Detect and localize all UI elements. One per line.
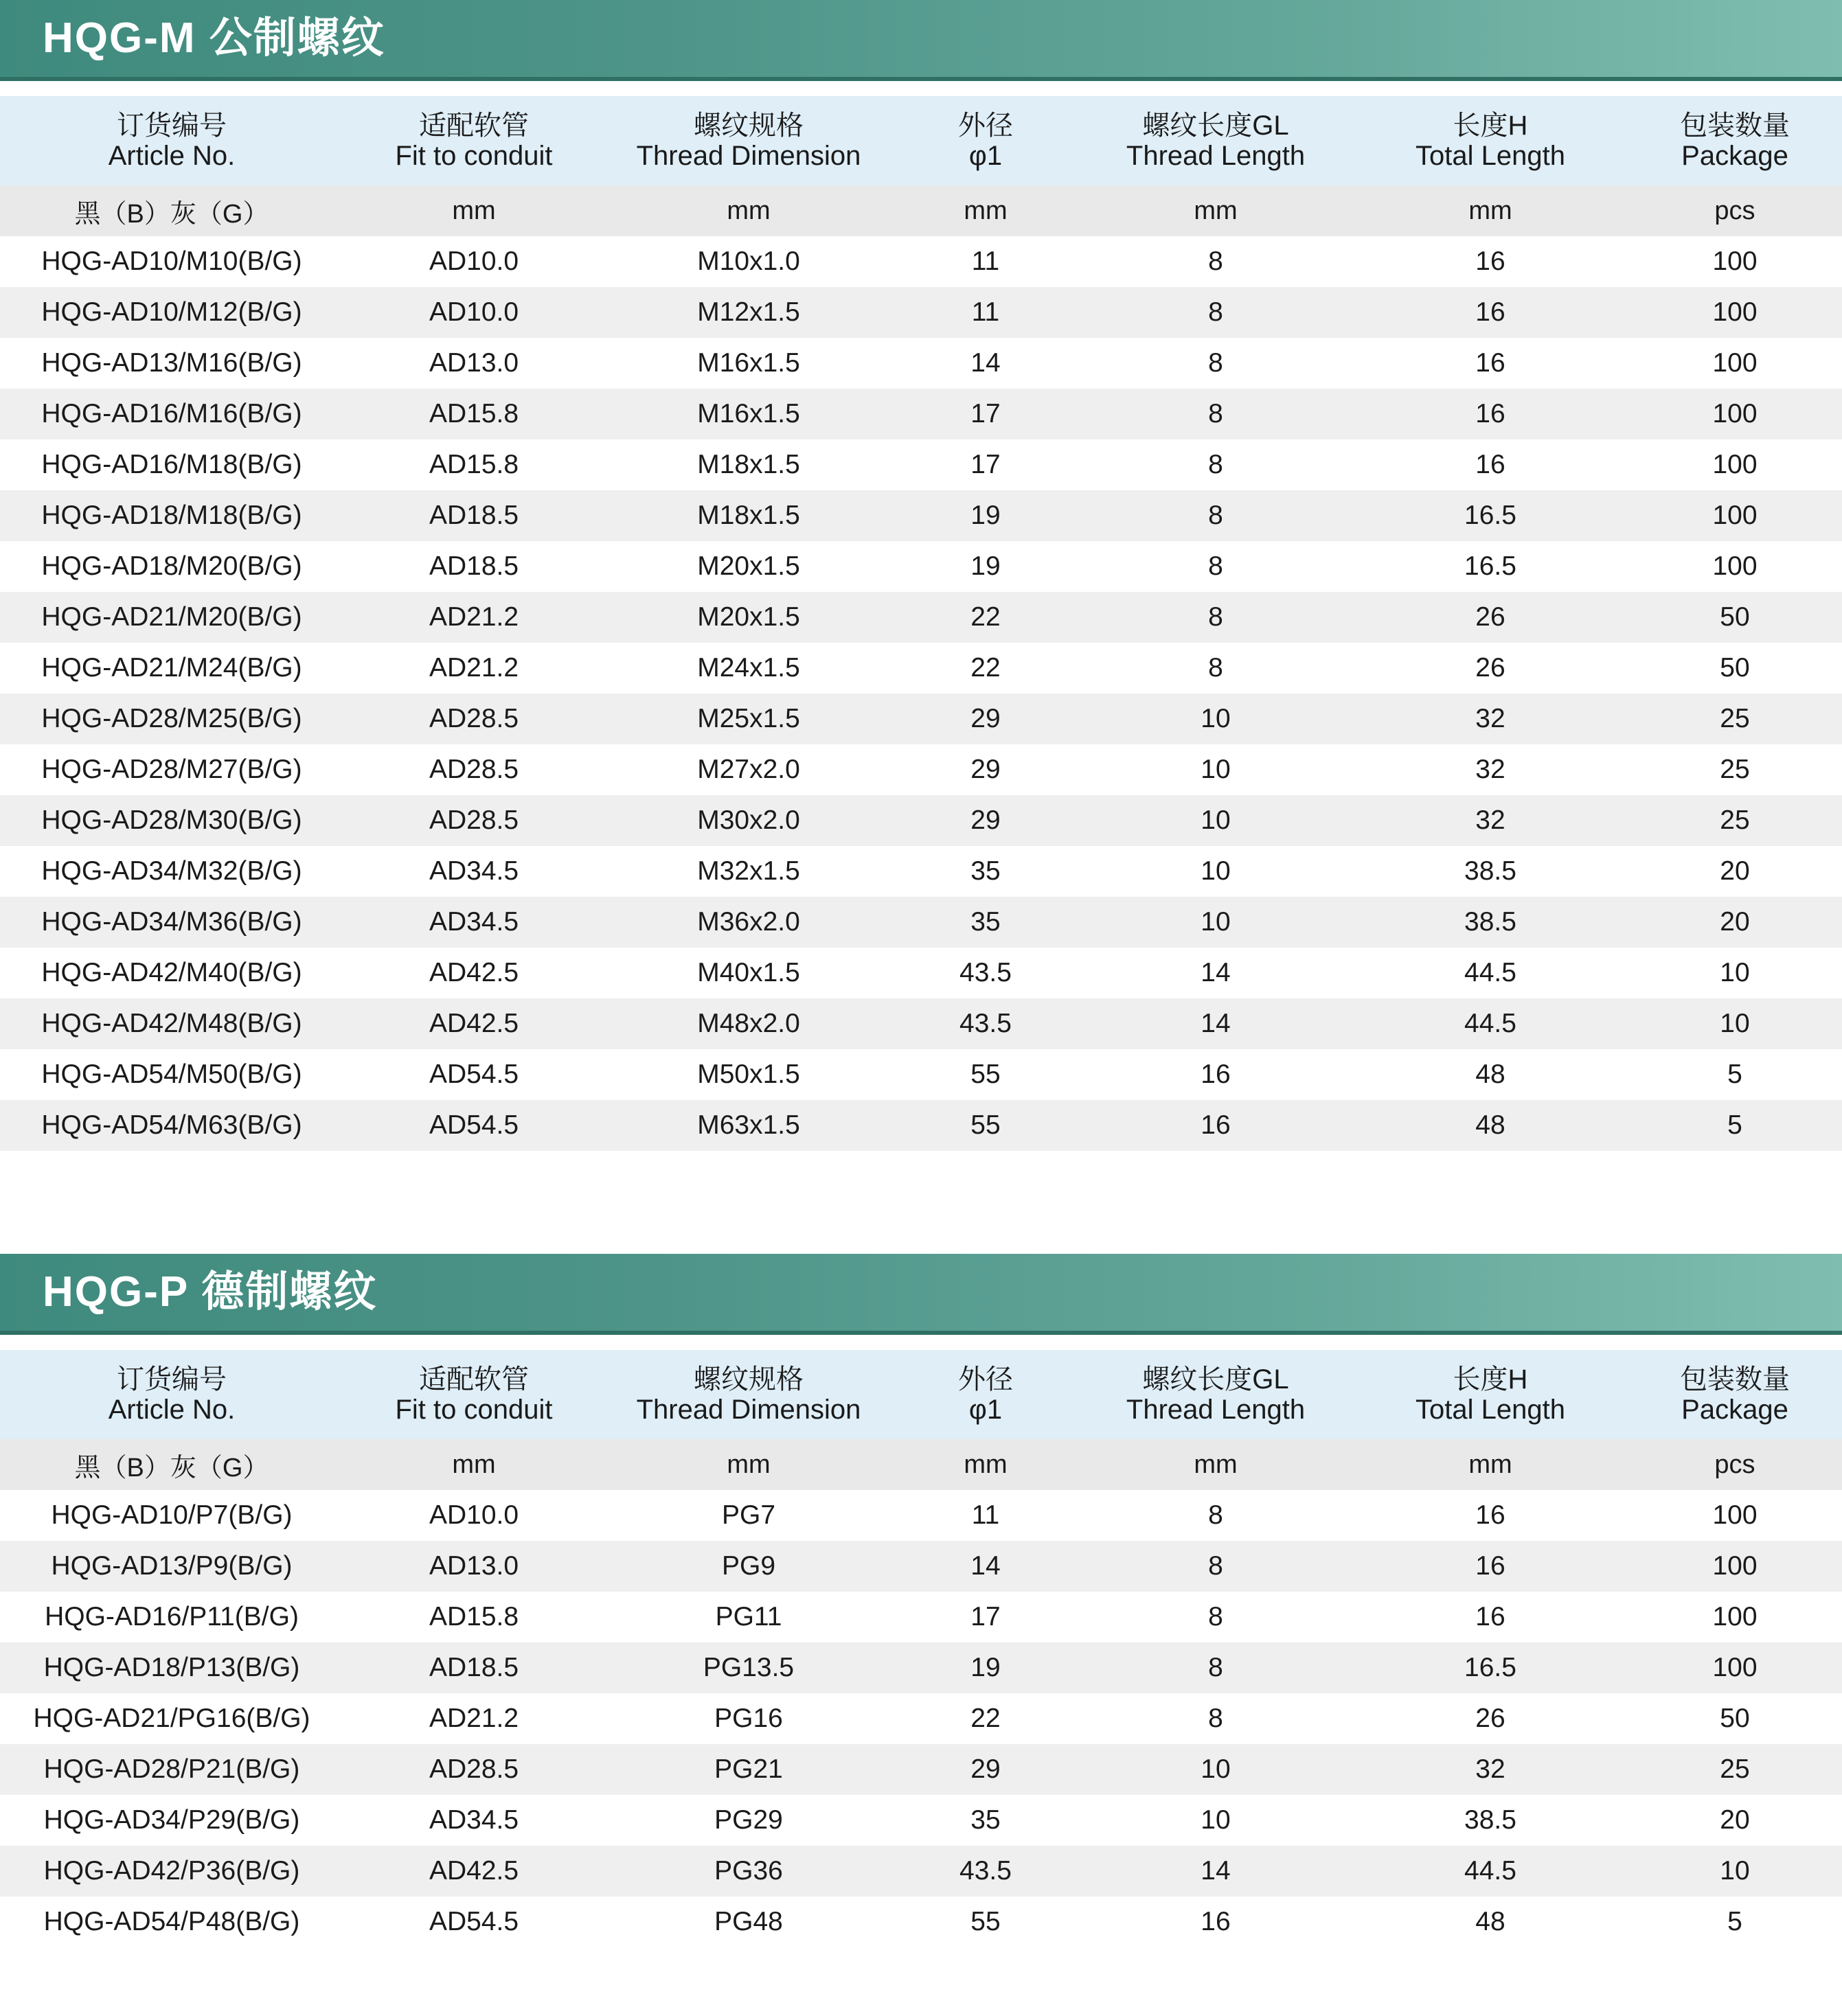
cell-article-no: HQG-AD16/P11(B/G) [0,1592,343,1642]
table-head [0,1350,1842,1490]
table-cell: AD15.8 [343,439,604,490]
table-row [0,998,1842,1049]
table-cell: 10 [1078,1795,1353,1846]
column-header-thread-dimension [604,96,893,185]
table-cell: 14 [1078,948,1353,998]
table-cell: AD21.2 [343,643,604,694]
table-cell: 8 [1078,1490,1353,1541]
table-cell: 25 [1628,694,1842,744]
cell-article-no: HQG-AD34/M36(B/G) [0,897,343,948]
table-cell: PG48 [604,1897,893,1947]
table-cell: M48x2.0 [604,998,893,1049]
table-cell: 8 [1078,1642,1353,1693]
table-cell: 16 [1353,1490,1628,1541]
header-gap-spacer [0,81,1842,96]
column-header-fit-to-conduit-cn: 适配软管 [419,1364,529,1395]
column-header-article-no-cn: 订货编号 [117,1364,227,1395]
column-header-fit-to-conduit [343,96,604,185]
table-cell: 17 [893,389,1078,439]
column-header-outer-diameter [893,96,1078,185]
table-cell: AD10.0 [343,1490,604,1541]
table-cell: 50 [1628,1693,1842,1744]
table-cell: 8 [1078,1541,1353,1592]
table-cell: PG21 [604,1744,893,1795]
table-cell: M32x1.5 [604,846,893,897]
table-cell: AD28.5 [343,744,604,795]
table-cell: 20 [1628,846,1842,897]
column-header-package-en: Package [1681,1395,1788,1425]
cell-article-no: HQG-AD13/M16(B/G) [0,338,343,389]
column-header-total-length-en: Total Length [1415,141,1565,171]
table-cell: 29 [893,694,1078,744]
section-hqg-p [0,1254,1842,1947]
header-gap-spacer [0,1335,1842,1350]
table-row [0,1592,1842,1642]
table-cell: 16 [1078,1897,1353,1947]
table-row [0,1795,1842,1846]
table-cell: 29 [893,744,1078,795]
table-cell: 5 [1628,1100,1842,1151]
table-row [0,1100,1842,1151]
table-cell: AD21.2 [343,1693,604,1744]
column-header-article-no-en: Article No. [108,1395,236,1425]
table-cell: 11 [893,287,1078,338]
section-separator [0,1158,1842,1254]
cell-article-no: HQG-AD16/M16(B/G) [0,389,343,439]
section-header-bar-hqg-m [0,0,1842,77]
table-cell: 8 [1078,287,1353,338]
table-row [0,490,1842,541]
table-cell: 35 [893,897,1078,948]
table-cell: 100 [1628,1490,1842,1541]
column-header-fit-to-conduit-cn: 适配软管 [419,111,529,141]
column-header-package [1628,96,1842,185]
table-head [0,96,1842,236]
column-header-package [1628,1350,1842,1439]
column-header-outer-diameter-en: φ1 [968,141,1003,171]
cell-article-no: HQG-AD21/PG16(B/G) [0,1693,343,1744]
cell-article-no: HQG-AD28/M27(B/G) [0,744,343,795]
cell-article-no: HQG-AD34/P29(B/G) [0,1795,343,1846]
column-header-outer-diameter-cn: 外径 [958,111,1013,141]
table-body [0,1490,1842,1947]
column-header-thread-length [1078,1350,1353,1439]
table-cell: 50 [1628,592,1842,643]
cell-article-no: HQG-AD13/P9(B/G) [0,1541,343,1592]
table-cell: 10 [1078,744,1353,795]
table-cell: 8 [1078,643,1353,694]
table-cell: 8 [1078,1693,1353,1744]
table-row [0,694,1842,744]
table-cell: 100 [1628,1592,1842,1642]
table-header-row [0,96,1842,185]
cell-article-no: HQG-AD54/P48(B/G) [0,1897,343,1947]
column-header-fit-to-conduit-en: Fit to conduit [395,141,553,171]
table-cell: 55 [893,1049,1078,1100]
table-row [0,744,1842,795]
table-cell: 100 [1628,439,1842,490]
table-cell: 8 [1078,389,1353,439]
table-cell: 43.5 [893,998,1078,1049]
table-cell: 43.5 [893,1846,1078,1897]
table-cell: AD28.5 [343,694,604,744]
cell-article-no: HQG-AD10/M10(B/G) [0,236,343,287]
column-header-package-cn: 包装数量 [1680,111,1790,141]
table-cell: 100 [1628,541,1842,592]
table-cell: 11 [893,1490,1078,1541]
table-cell: 16 [1353,389,1628,439]
table-cell: 8 [1078,1592,1353,1642]
table-cell: 8 [1078,236,1353,287]
table-cell: M27x2.0 [604,744,893,795]
table-row [0,643,1842,694]
table-cell: 48 [1353,1100,1628,1151]
cell-article-no: HQG-AD21/M20(B/G) [0,592,343,643]
table-cell: 55 [893,1100,1078,1151]
table-cell: 100 [1628,1541,1842,1592]
table-cell: AD34.5 [343,1795,604,1846]
table-cell: AD15.8 [343,1592,604,1642]
column-header-thread-length-en: Thread Length [1126,1395,1306,1425]
table-cell: M16x1.5 [604,338,893,389]
table-cell: M18x1.5 [604,439,893,490]
table-row [0,389,1842,439]
column-header-article-no [0,1350,343,1439]
table-cell: M63x1.5 [604,1100,893,1151]
table-cell: AD18.5 [343,1642,604,1693]
table-cell: 16.5 [1353,1642,1628,1693]
table-cell: 22 [893,1693,1078,1744]
cell-article-no: HQG-AD10/P7(B/G) [0,1490,343,1541]
table-cell: AD42.5 [343,998,604,1049]
table-cell: 16 [1353,287,1628,338]
table-cell: PG11 [604,1592,893,1642]
table-row [0,287,1842,338]
unit-cell: mm [1353,185,1628,236]
table-cell: 16 [1078,1100,1353,1151]
table-cell: 26 [1353,643,1628,694]
column-header-thread-dimension-cn: 螺纹规格 [694,1364,804,1395]
table-cell: PG7 [604,1490,893,1541]
table-cell: 20 [1628,1795,1842,1846]
spec-table-hqg-p [0,1350,1842,1947]
table-cell: 16 [1353,338,1628,389]
table-cell: 22 [893,643,1078,694]
column-header-total-length-cn: 长度H [1453,1364,1528,1395]
table-cell: PG36 [604,1846,893,1897]
table-cell: 35 [893,846,1078,897]
table-cell: AD34.5 [343,846,604,897]
table-cell: AD21.2 [343,592,604,643]
table-row [0,439,1842,490]
table-cell: M24x1.5 [604,643,893,694]
table-cell: PG9 [604,1541,893,1592]
table-cell: 17 [893,1592,1078,1642]
table-row [0,948,1842,998]
table-cell: M30x2.0 [604,795,893,846]
column-header-article-no-en: Article No. [108,141,236,171]
column-header-total-length [1353,1350,1628,1439]
cell-article-no: HQG-AD28/P21(B/G) [0,1744,343,1795]
column-header-fit-to-conduit-en: Fit to conduit [395,1395,553,1425]
table-cell: 43.5 [893,948,1078,998]
table-cell: 32 [1353,795,1628,846]
column-header-thread-dimension [604,1350,893,1439]
table-cell: 16 [1353,236,1628,287]
section-title: HQG-P 德制螺纹 [43,1268,378,1316]
table-cell: 19 [893,1642,1078,1693]
table-cell: M40x1.5 [604,948,893,998]
table-cell: AD54.5 [343,1897,604,1947]
table-cell: 29 [893,1744,1078,1795]
table-cell: AD18.5 [343,490,604,541]
table-cell: 48 [1353,1049,1628,1100]
table-cell: 5 [1628,1897,1842,1947]
table-cell: 8 [1078,338,1353,389]
table-cell: 26 [1353,1693,1628,1744]
table-row [0,1490,1842,1541]
table-cell: 10 [1078,1744,1353,1795]
cell-article-no: HQG-AD28/M30(B/G) [0,795,343,846]
table-cell: M12x1.5 [604,287,893,338]
table-row [0,1693,1842,1744]
table-row [0,1744,1842,1795]
spec-table-hqg-m [0,96,1842,1151]
table-row [0,592,1842,643]
table-cell: 38.5 [1353,846,1628,897]
column-header-total-length [1353,96,1628,185]
table-cell: 19 [893,541,1078,592]
table-cell: AD10.0 [343,236,604,287]
table-cell: 10 [1628,1846,1842,1897]
column-header-outer-diameter-cn: 外径 [958,1364,1013,1395]
table-cell: 10 [1078,694,1353,744]
column-header-outer-diameter [893,1350,1078,1439]
table-cell: 50 [1628,643,1842,694]
table-cell: 11 [893,236,1078,287]
table-cell: 100 [1628,389,1842,439]
table-cell: 16 [1353,1592,1628,1642]
table-cell: 38.5 [1353,897,1628,948]
table-cell: AD54.5 [343,1100,604,1151]
table-cell: M16x1.5 [604,389,893,439]
column-header-package-cn: 包装数量 [1680,1364,1790,1395]
column-header-fit-to-conduit [343,1350,604,1439]
table-cell: 16 [1078,1049,1353,1100]
unit-cell: mm [343,1439,604,1490]
unit-cell: mm [604,1439,893,1490]
table-cell: AD10.0 [343,287,604,338]
column-header-thread-length-cn: 螺纹长度GL [1142,1364,1289,1395]
table-cell: 100 [1628,236,1842,287]
table-cell: 48 [1353,1897,1628,1947]
cell-article-no: HQG-AD42/M40(B/G) [0,948,343,998]
table-cell: M10x1.0 [604,236,893,287]
table-row [0,846,1842,897]
table-cell: AD54.5 [343,1049,604,1100]
column-header-article-no-cn: 订货编号 [117,111,227,141]
table-cell: 10 [1078,846,1353,897]
table-cell: 25 [1628,1744,1842,1795]
table-cell: 22 [893,592,1078,643]
table-row [0,795,1842,846]
unit-cell: pcs [1628,185,1842,236]
table-cell: 55 [893,1897,1078,1947]
cell-article-no: HQG-AD21/M24(B/G) [0,643,343,694]
cell-article-no: HQG-AD18/M20(B/G) [0,541,343,592]
table-cell: 32 [1353,744,1628,795]
table-cell: PG16 [604,1693,893,1744]
table-row [0,541,1842,592]
cell-article-no: HQG-AD10/M12(B/G) [0,287,343,338]
table-cell: 38.5 [1353,1795,1628,1846]
column-header-package-en: Package [1681,141,1788,171]
table-cell: AD42.5 [343,1846,604,1897]
table-cell: 25 [1628,795,1842,846]
column-header-thread-length [1078,96,1353,185]
cell-article-no: HQG-AD18/M18(B/G) [0,490,343,541]
table-cell: 35 [893,1795,1078,1846]
table-cell: M36x2.0 [604,897,893,948]
unit-cell: 黑（B）灰（G） [0,1439,343,1490]
column-header-thread-dimension-en: Thread Dimension [636,141,861,171]
table-cell: 19 [893,490,1078,541]
column-header-total-length-cn: 长度H [1453,111,1528,141]
table-cell: 10 [1628,998,1842,1049]
table-cell: 10 [1078,795,1353,846]
cell-article-no: HQG-AD54/M50(B/G) [0,1049,343,1100]
table-cell: AD13.0 [343,338,604,389]
table-row [0,1541,1842,1592]
table-cell: 100 [1628,490,1842,541]
table-cell: AD18.5 [343,541,604,592]
table-cell: 16 [1353,1541,1628,1592]
table-cell: PG29 [604,1795,893,1846]
cell-article-no: HQG-AD42/P36(B/G) [0,1846,343,1897]
table-cell: 8 [1078,439,1353,490]
table-cell: 25 [1628,744,1842,795]
table-cell: 32 [1353,1744,1628,1795]
table-cell: PG13.5 [604,1642,893,1693]
table-unit-row [0,1439,1842,1490]
unit-cell: mm [893,1439,1078,1490]
cell-article-no: HQG-AD34/M32(B/G) [0,846,343,897]
table-cell: 14 [1078,998,1353,1049]
table-row [0,1897,1842,1947]
column-header-outer-diameter-en: φ1 [968,1395,1003,1425]
cell-article-no: HQG-AD28/M25(B/G) [0,694,343,744]
unit-cell: mm [343,185,604,236]
table-cell: 44.5 [1353,998,1628,1049]
table-cell: 100 [1628,1642,1842,1693]
table-cell: 100 [1628,287,1842,338]
table-cell: AD28.5 [343,1744,604,1795]
table-cell: 16 [1353,439,1628,490]
table-cell: 17 [893,439,1078,490]
unit-cell: mm [893,185,1078,236]
table-cell: 10 [1078,897,1353,948]
table-cell: 14 [893,338,1078,389]
table-cell: 8 [1078,490,1353,541]
table-row [0,338,1842,389]
unit-cell: mm [1078,1439,1353,1490]
table-cell: M20x1.5 [604,541,893,592]
column-header-article-no [0,96,343,185]
table-row [0,897,1842,948]
table-cell: AD42.5 [343,948,604,998]
table-cell: 16.5 [1353,490,1628,541]
cell-article-no: HQG-AD18/P13(B/G) [0,1642,343,1693]
column-header-thread-dimension-en: Thread Dimension [636,1395,861,1425]
table-header-row [0,1350,1842,1439]
column-header-thread-length-cn: 螺纹长度GL [1142,111,1289,141]
column-header-thread-dimension-cn: 螺纹规格 [694,111,804,141]
cell-article-no: HQG-AD42/M48(B/G) [0,998,343,1049]
table-cell: AD13.0 [343,1541,604,1592]
section-title: HQG-M 公制螺纹 [43,14,385,62]
table-cell: M25x1.5 [604,694,893,744]
table-row [0,1642,1842,1693]
unit-cell: mm [1353,1439,1628,1490]
table-cell: 14 [1078,1846,1353,1897]
table-cell: 20 [1628,897,1842,948]
cell-article-no: HQG-AD54/M63(B/G) [0,1100,343,1151]
table-cell: 100 [1628,338,1842,389]
table-cell: AD15.8 [343,389,604,439]
table-cell: 44.5 [1353,948,1628,998]
table-cell: AD34.5 [343,897,604,948]
table-cell: AD28.5 [343,795,604,846]
unit-cell: pcs [1628,1439,1842,1490]
unit-cell: 黑（B）灰（G） [0,185,343,236]
table-cell: 44.5 [1353,1846,1628,1897]
unit-cell: mm [1078,185,1353,236]
table-cell: 29 [893,795,1078,846]
table-unit-row [0,185,1842,236]
table-cell: 32 [1353,694,1628,744]
table-body [0,236,1842,1151]
table-row [0,1846,1842,1897]
table-cell: 10 [1628,948,1842,998]
table-cell: M20x1.5 [604,592,893,643]
table-cell: 8 [1078,541,1353,592]
table-cell: M18x1.5 [604,490,893,541]
column-header-thread-length-en: Thread Length [1126,141,1306,171]
section-header-bar-hqg-p [0,1254,1842,1331]
table-row [0,236,1842,287]
table-cell: 5 [1628,1049,1842,1100]
table-cell: 8 [1078,592,1353,643]
table-cell: M50x1.5 [604,1049,893,1100]
cell-article-no: HQG-AD16/M18(B/G) [0,439,343,490]
table-cell: 16.5 [1353,541,1628,592]
unit-cell: mm [604,185,893,236]
table-cell: 26 [1353,592,1628,643]
table-cell: 14 [893,1541,1078,1592]
table-row [0,1049,1842,1100]
column-header-total-length-en: Total Length [1415,1395,1565,1425]
